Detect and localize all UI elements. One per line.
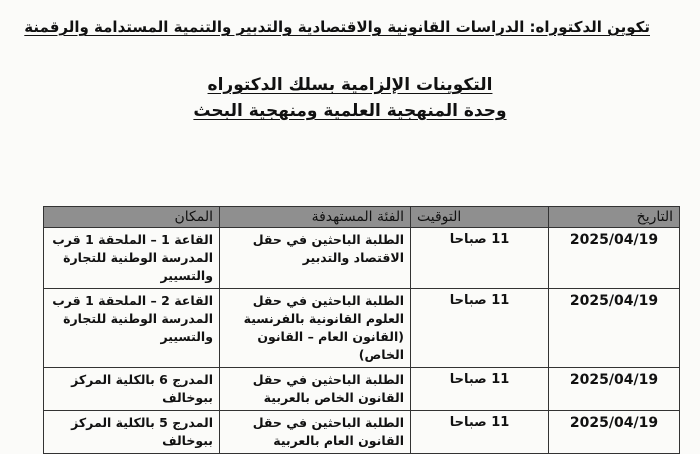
cell-time: 11 صباحا [411, 289, 549, 368]
header-place: المكان [44, 207, 220, 228]
cell-target: الطلبة الباحثين في حقل العلوم القانونية بالفرنسية (القانون العام – القانون الخاص) [220, 289, 411, 368]
cell-target: الطلبة الباحثين في حقل القانون العام بالعربية [220, 411, 411, 454]
header-date: التاريخ [549, 207, 680, 228]
cell-time: 11 صباحا [411, 411, 549, 454]
cell-date: 2025/04/19 [549, 411, 680, 454]
sub-title: وحدة المنهجية العلمية ومنهجية البحث [193, 101, 507, 121]
cell-time: 11 صباحا [411, 368, 549, 411]
table-row [44, 368, 680, 411]
table-row [44, 411, 680, 454]
main-title: التكوينات الإلزامية بسلك الدكتوراه [207, 75, 493, 95]
cell-target: الطلبة الباحثين في حقل القانون الخاص بالعربية [220, 368, 411, 411]
cell-target: الطلبة الباحثين في حقل الاقتصاد والتدبير [220, 228, 411, 289]
table-row [44, 289, 680, 368]
header-target: الفئة المستهدفة [220, 207, 411, 228]
cell-date: 2025/04/19 [549, 289, 680, 368]
cell-place: القاعة 2 – الملحقة 1 قرب المدرسة الوطنية للتجارة والتسيير [44, 289, 220, 368]
program-title: تكوين الدكتوراه: الدراسات القانونية والاقتصادية والتدبير والتنمية المستدامة والرقمنة [24, 18, 650, 36]
cell-place: المدرج 6 بالكلية المركز ببوخالف [44, 368, 220, 411]
cell-date: 2025/04/19 [549, 228, 680, 289]
cell-time: 11 صباحا [411, 228, 549, 289]
cell-place: القاعة 1 – الملحقة 1 قرب المدرسة الوطنية للتجارة والتسيير [44, 228, 220, 289]
table-header-row [44, 207, 680, 228]
header-time: التوقيت [411, 207, 549, 228]
schedule-table [43, 206, 680, 454]
table-row [44, 228, 680, 289]
cell-date: 2025/04/19 [549, 368, 680, 411]
cell-place: المدرج 5 بالكلية المركز ببوخالف [44, 411, 220, 454]
title-block [0, 72, 700, 124]
